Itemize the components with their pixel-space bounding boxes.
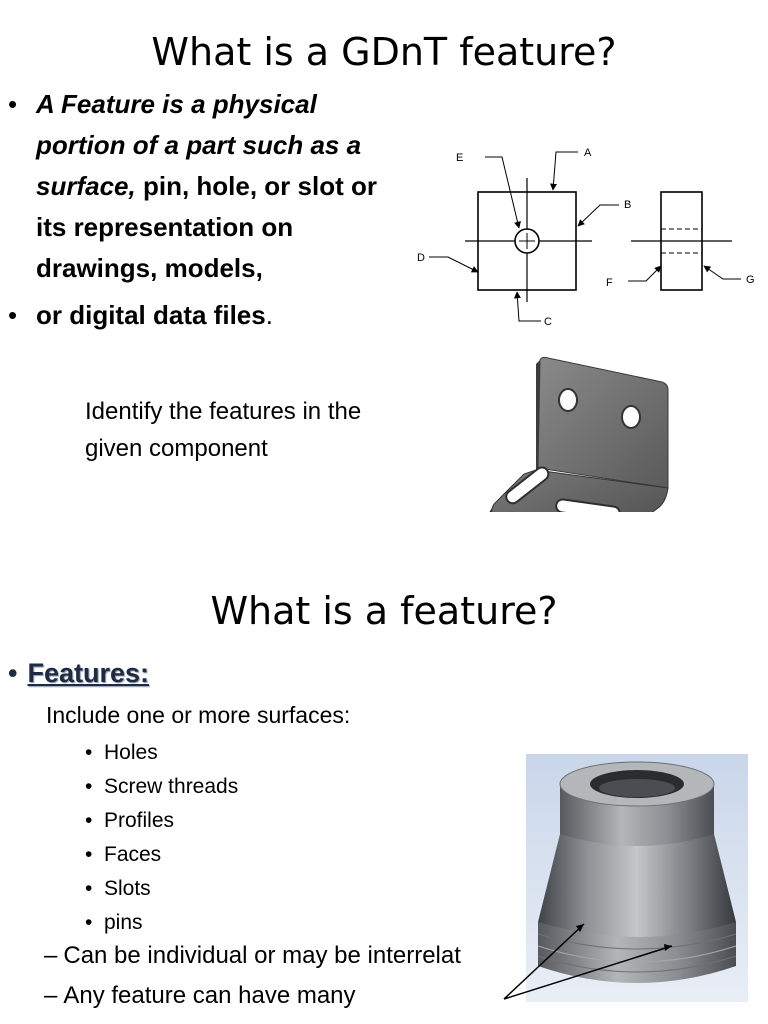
drawing-label-a: A bbox=[584, 147, 592, 159]
bullet-feature-definition-italic: A Feature is a physical portion of a part such as a surface, bbox=[36, 89, 362, 201]
drawing-label-f: F bbox=[606, 277, 613, 289]
bullet-feature-definition-rest: pin, hole, or slot or its representation on drawings, models, bbox=[36, 171, 377, 283]
slide-1-title: What is a GDnT feature? bbox=[151, 30, 617, 74]
slide-2-title: What is a feature? bbox=[210, 589, 558, 633]
list-item-label: Faces bbox=[104, 843, 162, 866]
bullet-digital-data bbox=[8, 295, 408, 336]
list-item: • pins bbox=[85, 911, 143, 934]
dash-item-interrelated-text: Can be individual or may be interrelat bbox=[63, 942, 461, 969]
list-item: • Screw threads bbox=[85, 775, 239, 798]
dash-item-many: – Any feature can have many bbox=[44, 982, 356, 1009]
identify-features-caption bbox=[85, 393, 415, 467]
include-surfaces-text: Include one or more surfaces: bbox=[46, 702, 351, 728]
dash-item-interrelated: – Can be individual or may be interrelat bbox=[44, 942, 461, 969]
drawing-label-b: B bbox=[624, 199, 632, 211]
bullet-digital-data-period: . bbox=[265, 300, 273, 330]
definition-bullets bbox=[8, 84, 408, 336]
list-item-label: Screw threads bbox=[104, 775, 239, 798]
list-item: • Holes bbox=[85, 741, 158, 764]
drawing-label-g: G bbox=[746, 274, 755, 286]
list-item-label: pins bbox=[104, 911, 143, 934]
drawing-label-c: C bbox=[544, 316, 552, 328]
identify-features-text: Identify the features in the given component bbox=[85, 398, 362, 462]
list-item: • Faces bbox=[85, 843, 162, 866]
drawing-label-e: E bbox=[456, 152, 464, 164]
bullet-dot: • bbox=[8, 89, 18, 119]
features-heading bbox=[8, 658, 149, 689]
list-item: • Profiles bbox=[85, 809, 175, 832]
list-item-label: Profiles bbox=[104, 809, 175, 832]
features-heading-text: Features: bbox=[27, 658, 149, 688]
feature-drawing bbox=[410, 140, 760, 335]
list-item-label: Holes bbox=[104, 741, 158, 764]
turned-part-image bbox=[526, 754, 748, 1002]
bullet-digital-data-text: or digital data files bbox=[36, 300, 266, 330]
surface-list bbox=[85, 736, 238, 940]
list-item: • Slots bbox=[85, 877, 151, 900]
dash-item-many-text: Any feature can have many bbox=[63, 982, 356, 1009]
drawing-label-d: D bbox=[417, 252, 425, 264]
slide-2 bbox=[0, 512, 768, 1024]
bullet-dot: • bbox=[8, 658, 18, 688]
bullet-dot: • bbox=[8, 300, 18, 330]
list-item-label: Slots bbox=[104, 877, 151, 900]
bullet-feature-definition bbox=[8, 84, 408, 289]
